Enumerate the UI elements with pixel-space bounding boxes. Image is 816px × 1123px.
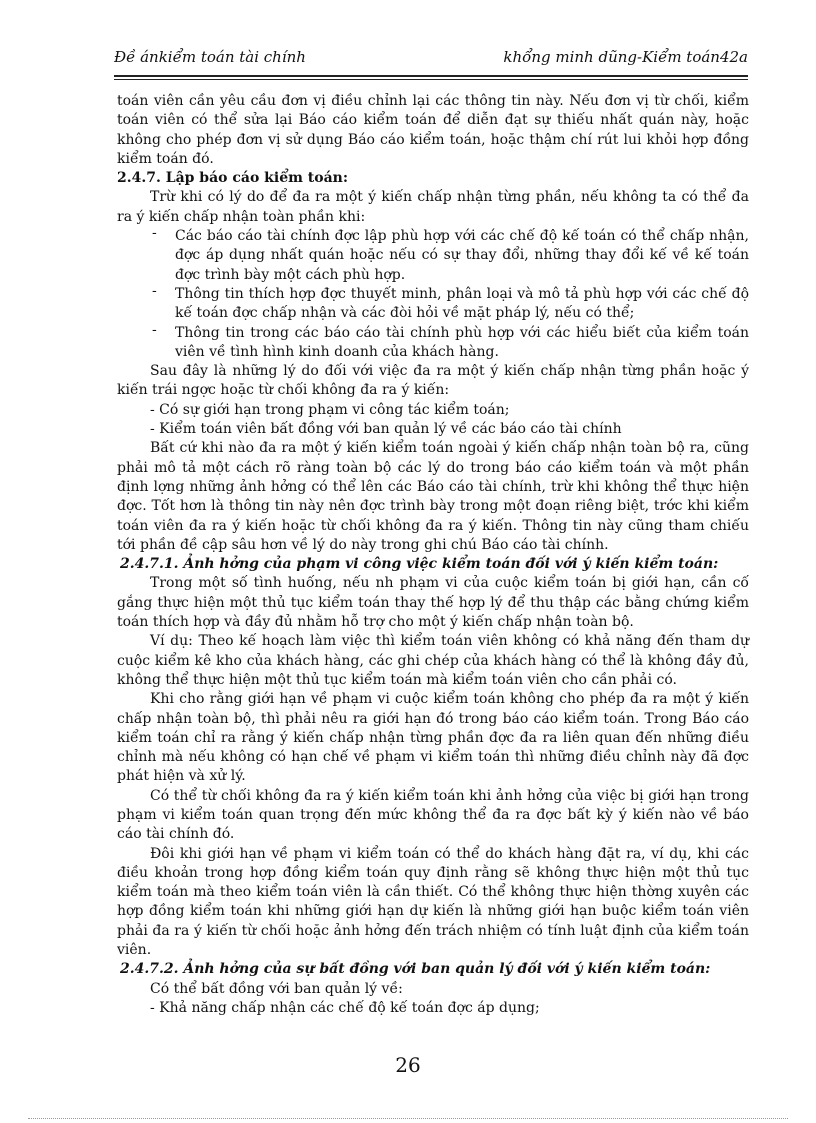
paragraph: toán viên cần yêu cầu đơn vị điều chỉnh lại các thông tin này. Nếu đơn vị từ chối, kiểm toán viên có thể sửa lại Báo cáo kiểm toán để diễn đạt sự thiếu nhất quán này, hoặc không cho phép đơn vị sử dụng Báo cáo kiểm toán, hoặc thậm chí rút lui khỏi hợp đồng kiểm toán đó. xyxy=(117,93,749,167)
list-item: - Các báo cáo tài chính đợc lập phù hợp với các chế độ kế toán có thể chấp nhận, đợc áp dụng nhất quán hoặc nếu có sự thay đổi, những thay đổi kế về kế toán đợc trình bày một cách phù hợp. xyxy=(152,225,749,283)
dash-bullet: - xyxy=(152,225,157,242)
document-body xyxy=(117,92,749,1018)
paragraph: Có thể bất đồng với ban quản lý về: xyxy=(150,980,403,997)
dash-bullet: - xyxy=(152,282,157,299)
paragraph: Có thể từ chối không đa ra ý kiến kiểm toán khi ảnh hởng của việc bị giới hạn trong phạm vi kiểm toán quan trọng đến mức không thể đa ra đợc bất kỳ ý kiến nào về báo cáo tài chính đó. xyxy=(117,787,749,843)
paragraph: Khi cho rằng giới hạn về phạm vi cuộc kiểm toán không cho phép đa ra một ý kiến chấp nhận toàn bộ, thì phải nêu ra giới hạn đó trong báo cáo kiểm toán. Trong Báo cáo kiểm toán chỉ ra rằng ý kiến chấp nhận từng phần đợc đa ra liên quan đến những điều chỉnh mà nếu không có hạn chế về phạm vi kiểm toán thì những điều chỉnh này đã đợc phát hiện và xử lý. xyxy=(117,691,749,785)
paragraph: Trừ khi có lý do để đa ra một ý kiến chấp nhận từng phần, nếu không ta có thể đa ra ý kiến chấp nhận toàn phần khi: xyxy=(117,189,749,225)
header-divider xyxy=(114,75,748,80)
dash-bullet: - xyxy=(152,321,157,338)
header-right-author: khổng minh dũng-Kiểm toán42a xyxy=(503,48,748,66)
dash-list xyxy=(117,227,749,362)
list-item: - Có sự giới hạn trong phạm vi công tác kiểm toán; xyxy=(150,401,510,418)
section-heading-2-4-7: 2.4.7. Lập báo cáo kiểm toán: xyxy=(117,170,349,187)
paragraph: Trong một số tình huống, nếu nh phạm vi của cuộc kiểm toán bị giới hạn, cần cố gắng thực hiện một thủ tục kiểm toán thay thế hợp lý để thu thập các bằng chứng kiểm toán thích hợp và đầy đủ nhằm hỗ trợ cho một ý kiến chấp nhận toàn bộ. xyxy=(117,575,749,631)
page-number: 26 xyxy=(395,1053,421,1077)
paragraph: Sau đây là những lý do đối với việc đa ra một ý kiến chấp nhận từng phần hoặc ý kiến trái ngợc hoặc từ chối không đa ra ý kiến: xyxy=(117,363,749,399)
list-item: - Khả năng chấp nhận các chế độ kế toán đợc áp dụng; xyxy=(150,999,540,1016)
bottom-divider xyxy=(28,1118,788,1119)
header-left-title: Đề ánkiểm toán tài chính xyxy=(114,48,306,66)
section-heading-2-4-7-2: 2.4.7.2. Ảnh hởng của sự bất đồng với ban quản lý đối với ý kiến kiểm toán: xyxy=(120,961,711,978)
paragraph: Đôi khi giới hạn về phạm vi kiểm toán có thể do khách hàng đặt ra, ví dụ, khi các điều khoản trong hợp đồng kiểm toán quy định rằng sẽ không thực hiện một thủ tục kiểm toán mà theo kiểm toán viên là cần thiết. Có thể không thực hiện thờng xuyên các hợp đồng kiểm toán khi những giới hạn dự kiến là những giới hạn buộc kiểm toán viên phải đa ra ý kiến từ chối hoặc ảnh hởng đến trách nhiệm có tính luật định của kiểm toán viên. xyxy=(117,845,749,959)
section-heading-2-4-7-1: 2.4.7.1. Ảnh hởng của phạm vi công việc kiểm toán đối với ý kiến kiểm toán: xyxy=(120,556,719,573)
list-item: - Kiểm toán viên bất đồng với ban quản lý về các báo cáo tài chính xyxy=(150,421,622,438)
running-header xyxy=(114,46,748,72)
paragraph: Bất cứ khi nào đa ra một ý kiến kiểm toán ngoài ý kiến chấp nhận toàn bộ ra, cũng phải mô tả một cách rõ ràng toàn bộ các lý do trong báo cáo kiểm toán và một phần định lợng những ảnh hởng có thể lên các Báo cáo tài chính, trừ khi không thể thực hiện đợc. Tốt hơn là thông tin này nên đợc trình bày trong một đoạn riêng biệt, trớc khi kiểm toán viên đa ra ý kiến hoặc từ chối không đa ra ý kiến. Thông tin này cũng tham chiếu tới phần đề cập sâu hơn về lý do này trong ghi chú Báo cáo tài chính. xyxy=(117,440,749,553)
paragraph: Ví dụ: Theo kế hoạch làm việc thì kiểm toán viên không có khả năng đến tham dự cuộc kiểm kê kho của khách hàng, các ghi chép của khách hàng có thể là không đầy đủ, không thể thực hiện một thủ tục kiểm toán mà kiểm toán viên cho cần phải có. xyxy=(117,633,749,688)
list-item: - Thông tin trong các báo cáo tài chính phù hợp với các hiểu biết của kiểm toán viên về tình hình kinh doanh của khách hàng. xyxy=(152,321,749,360)
list-item: - Thông tin thích hợp đợc thuyết minh, phân loại và mô tả phù hợp với các chế độ kế toán đợc chấp nhận và các đòi hỏi về mặt pháp lý, nếu có thể; xyxy=(152,282,749,322)
